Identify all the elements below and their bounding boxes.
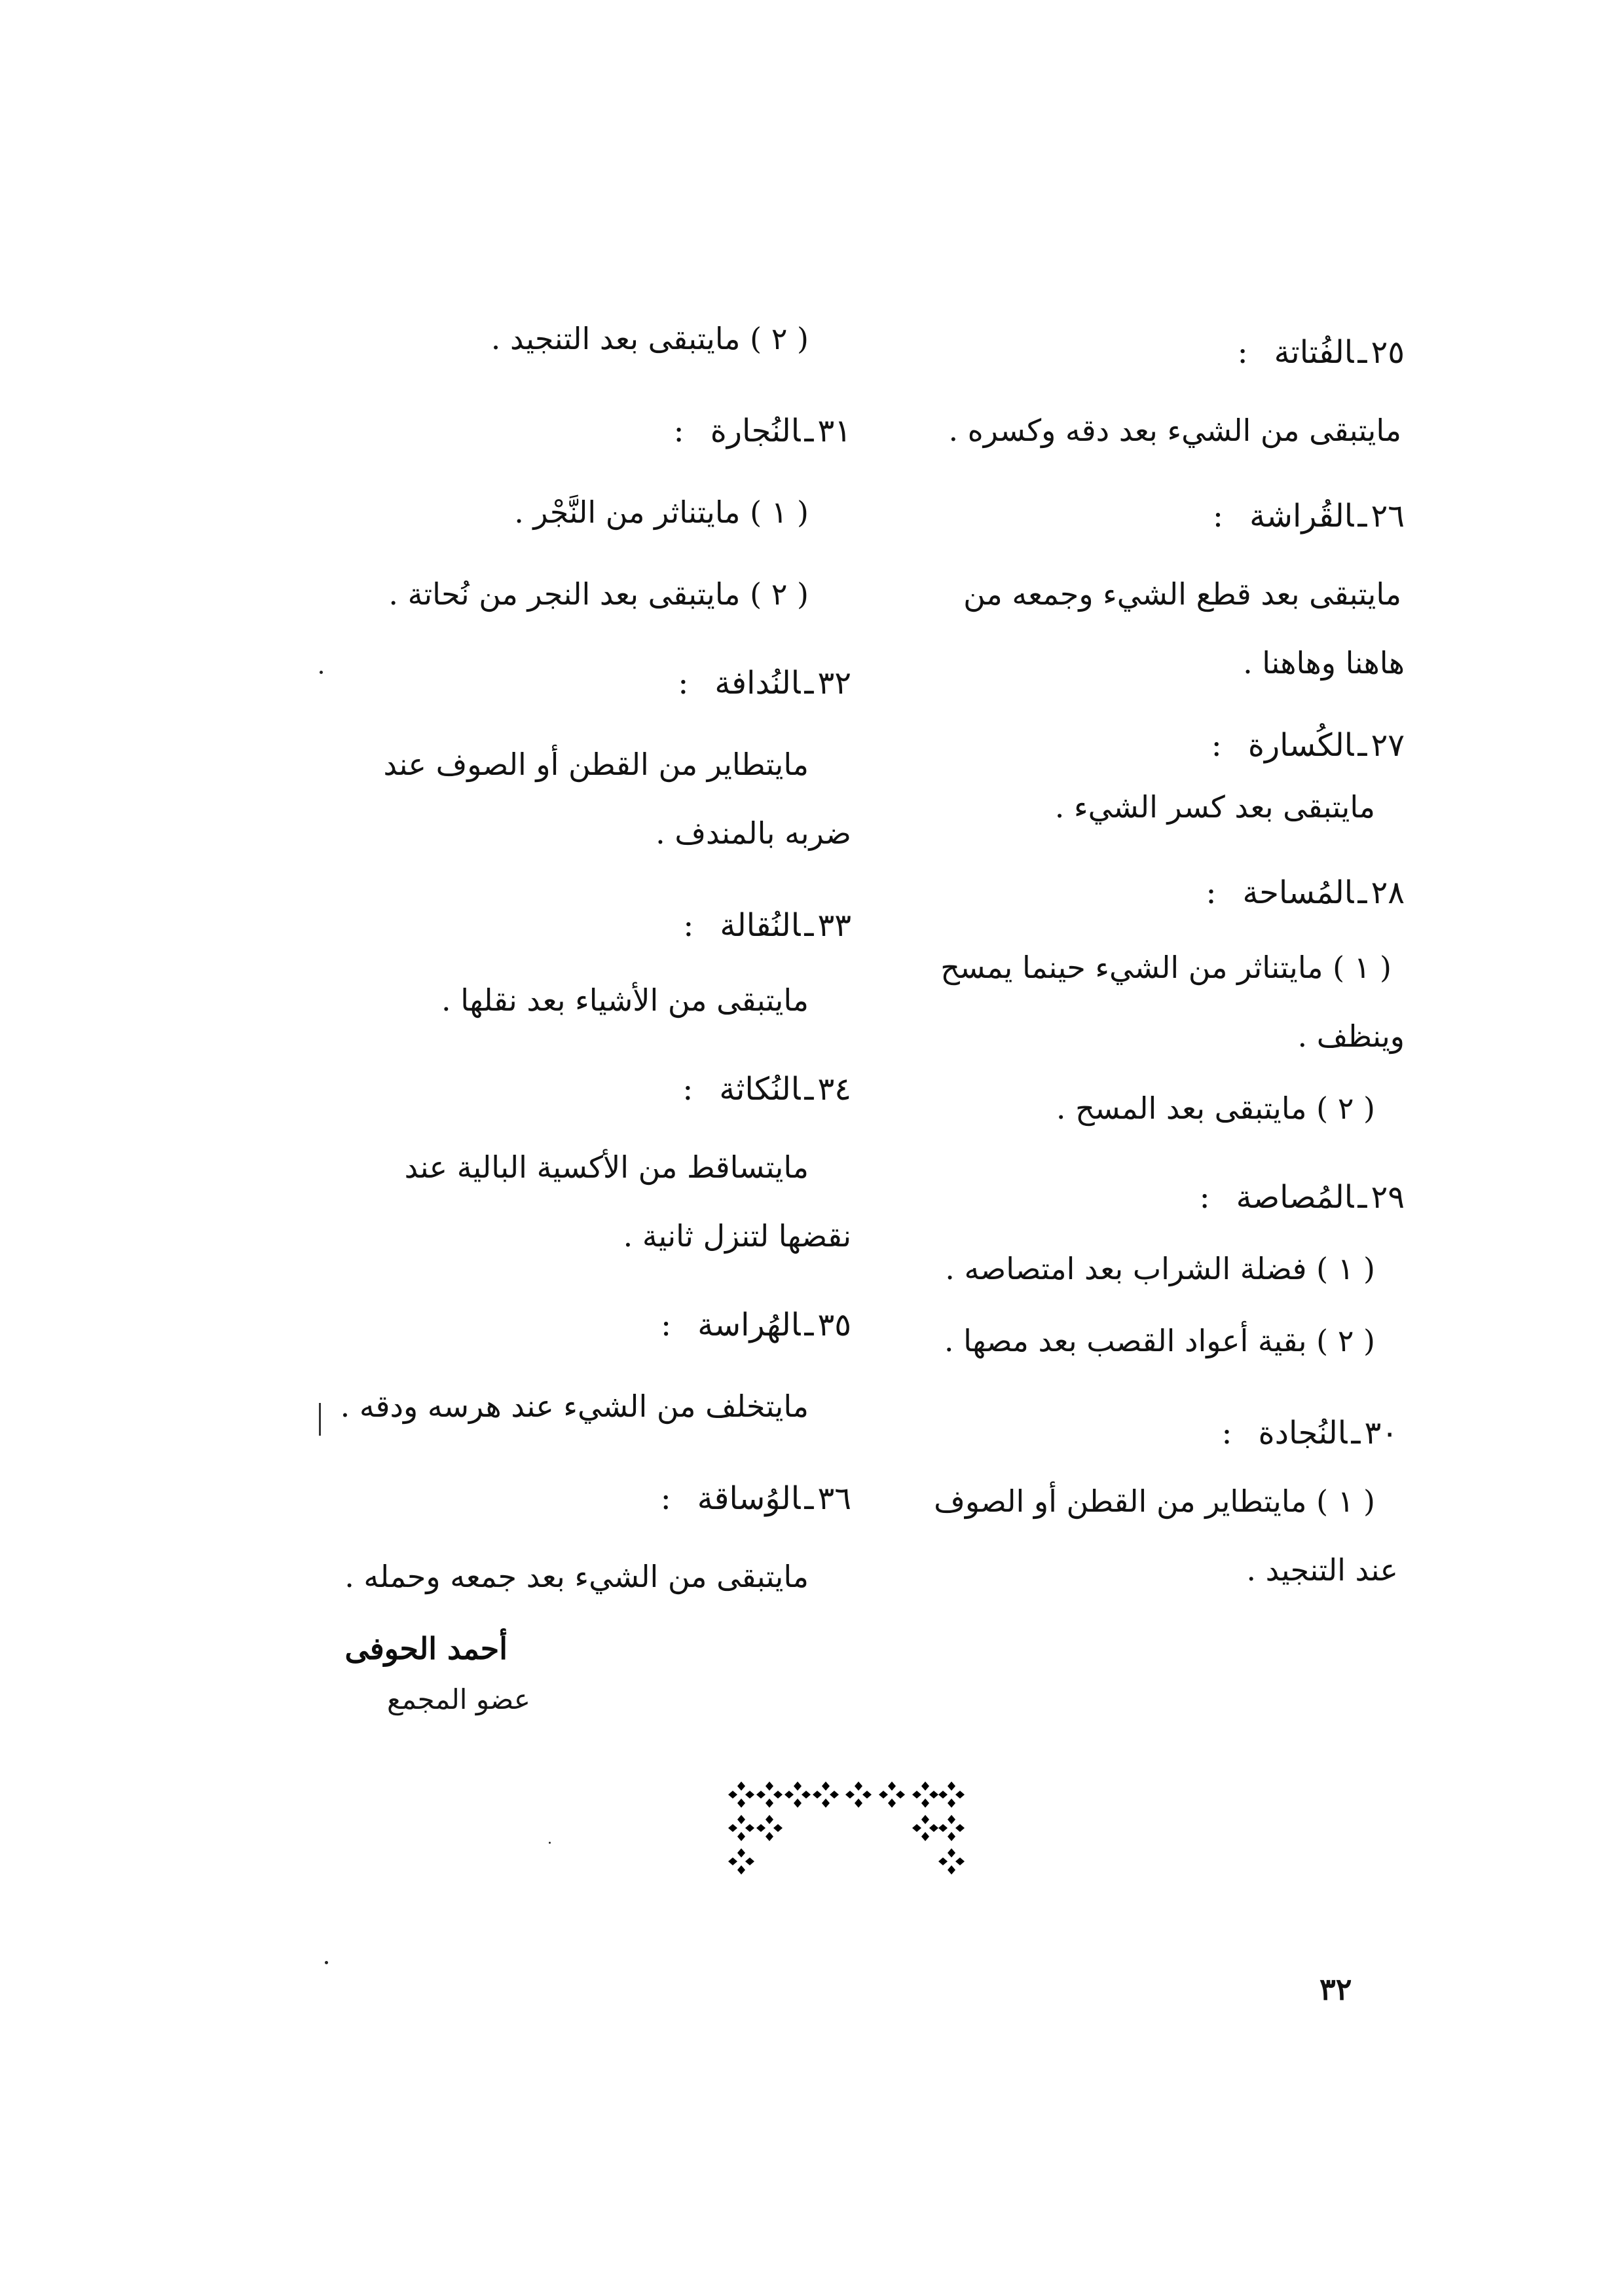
entry-heading-29 (1199, 1179, 1405, 1217)
entry-definition-35-line-1: مايتخلف من الشيء عند هرسه ودقه . (340, 1389, 809, 1424)
entry-term: الفُتاتة (1274, 334, 1354, 371)
entry-definition-31-line-1: ( ١ ) مايتناثر من النَّجْر . (514, 494, 809, 530)
entry-dash: ـ (804, 665, 814, 701)
entry-number: ٣٦ (817, 1480, 851, 1517)
entry-number: ٢٨ (1371, 874, 1405, 911)
entry-definition-26-line-2: هاهنا وهاهنا . (1243, 645, 1405, 681)
entry-heading-32 (678, 665, 851, 703)
author-name: أحمد الحوفى (344, 1631, 507, 1666)
entry-colon: : (673, 413, 684, 449)
entry-term: الكُسارة (1247, 727, 1354, 764)
entry-definition-27-line-1: مايتبقى بعد كسر الشيء . (1054, 789, 1375, 825)
entry-definition-34-line-1: مايتساقط من الأكسية البالية عند (404, 1149, 809, 1185)
entry-number: ٢٥ (1371, 334, 1405, 371)
entry-definition-32-line-2: ضربه بالمندف . (655, 815, 851, 851)
entry-term: النُجارة (710, 413, 801, 449)
entry-colon: : (661, 1307, 672, 1343)
entry-number: ٣١ (817, 413, 851, 449)
entry-definition-30-line-2: عند التنجيد . (1246, 1552, 1398, 1588)
entry-term: الوُساقة (697, 1480, 801, 1517)
entry-heading-36 (661, 1480, 851, 1518)
entry-term: النُكاثة (719, 1071, 801, 1108)
entry-heading-31 (674, 413, 851, 451)
scan-speck (549, 1842, 551, 1844)
entry-dash: ـ (804, 1071, 814, 1108)
entry-colon: : (660, 1480, 671, 1517)
entry-dash: ـ (1357, 727, 1367, 764)
entry-dash: ـ (1357, 874, 1367, 911)
entry-dash: ـ (804, 1480, 814, 1517)
entry-number: ٣٤ (817, 1071, 851, 1108)
entry-colon: : (683, 907, 694, 944)
entry-number: ٢٧ (1371, 727, 1405, 764)
entry-colon: : (1206, 874, 1217, 911)
entry-colon: : (1212, 498, 1224, 534)
entry-dash: ـ (1357, 334, 1367, 371)
entry-definition-25-line-1: مايتبقى من الشيء بعد دقه وكسره . (948, 413, 1401, 448)
entry-colon: : (682, 1071, 693, 1108)
entry-definition-29-line-2: ( ٢ ) بقية أعواد القصب بعد مصها . (944, 1323, 1375, 1358)
entry-dash: ـ (1351, 1415, 1361, 1451)
scan-speck (320, 671, 323, 674)
entry-definition-28-line-3: ( ٢ ) مايتبقى بعد المسح . (1056, 1091, 1375, 1126)
entry-definition-28-line-2: وينظف . (1297, 1018, 1405, 1054)
entry-number: ٣٢ (817, 665, 851, 701)
entry-colon: : (1237, 334, 1248, 371)
entry-definition-26-line-1: مايتبقى بعد قطع الشيء وجمعه من (963, 576, 1401, 612)
entry-term: النُجادة (1258, 1415, 1348, 1451)
entry-heading-26 (1213, 498, 1405, 536)
page-number: ٣٢ (1320, 1971, 1352, 2007)
entry-definition-30-line-1: ( ١ ) مايتطاير من القطن أو الصوف (934, 1483, 1375, 1519)
entry-number: ٢٦ (1371, 498, 1405, 534)
entry-heading-35 (661, 1307, 851, 1345)
entry-term: القُراشة (1249, 498, 1354, 534)
entry-definition-28-line-1: ( ١ ) مايتناثر من الشيء حينما يمسح (940, 950, 1392, 985)
entry-heading-28 (1206, 874, 1405, 912)
entry-definition-33-line-1: مايتبقى من الأشياء بعد نقلها . (441, 982, 809, 1018)
entry-definition-36-line-1: مايتبقى من الشيء بعد جمعه وحمله . (344, 1559, 809, 1594)
entry-term: النُدافة (714, 665, 801, 701)
entry-dash: ـ (1357, 1179, 1367, 1216)
entry-term: النُقالة (720, 907, 801, 944)
entry-dash: ـ (804, 413, 814, 449)
author-title: عضو المجمع (386, 1683, 530, 1715)
entry-number: ٣٣ (817, 907, 851, 944)
entry-colon: : (1211, 727, 1222, 764)
scan-speck (325, 1961, 328, 1964)
entry-definition-31-line-2: ( ٢ ) مايتبقى بعد النجر من نُحاتة . (388, 576, 809, 612)
entry-colon: : (1221, 1415, 1232, 1451)
entry-dash: ـ (1357, 498, 1367, 534)
entry-definition-29-line-1: ( ١ ) فضلة الشراب بعد امتصاصه . (945, 1251, 1375, 1286)
entry-definition-30-continuation: ( ٢ ) مايتبقى بعد التنجيد . (490, 321, 809, 356)
margin-mark (319, 1403, 321, 1436)
entry-colon: : (1199, 1179, 1210, 1216)
entry-heading-25 (1237, 334, 1405, 372)
entry-term: الهُراسة (697, 1307, 801, 1343)
entry-dash: ـ (804, 907, 814, 944)
entry-heading-34 (682, 1071, 851, 1109)
entry-heading-30 (1221, 1415, 1398, 1453)
entry-number: ٣٠ (1364, 1415, 1398, 1451)
entry-dash: ـ (804, 1307, 814, 1343)
diamond-cluster-ornament-icon (727, 1778, 1035, 1896)
entry-number: ٣٥ (817, 1307, 851, 1343)
entry-definition-34-line-2: نقضها لتنزل ثانية . (623, 1218, 851, 1254)
entry-heading-33 (683, 907, 851, 945)
entry-term: المُصاصة (1236, 1179, 1354, 1216)
entry-colon: : (678, 665, 689, 701)
entry-definition-32-line-1: مايتطاير من القطن أو الصوف عند (383, 747, 809, 782)
entry-term: المُساحة (1242, 874, 1354, 911)
entry-number: ٢٩ (1371, 1179, 1405, 1216)
entry-heading-27 (1211, 727, 1405, 765)
